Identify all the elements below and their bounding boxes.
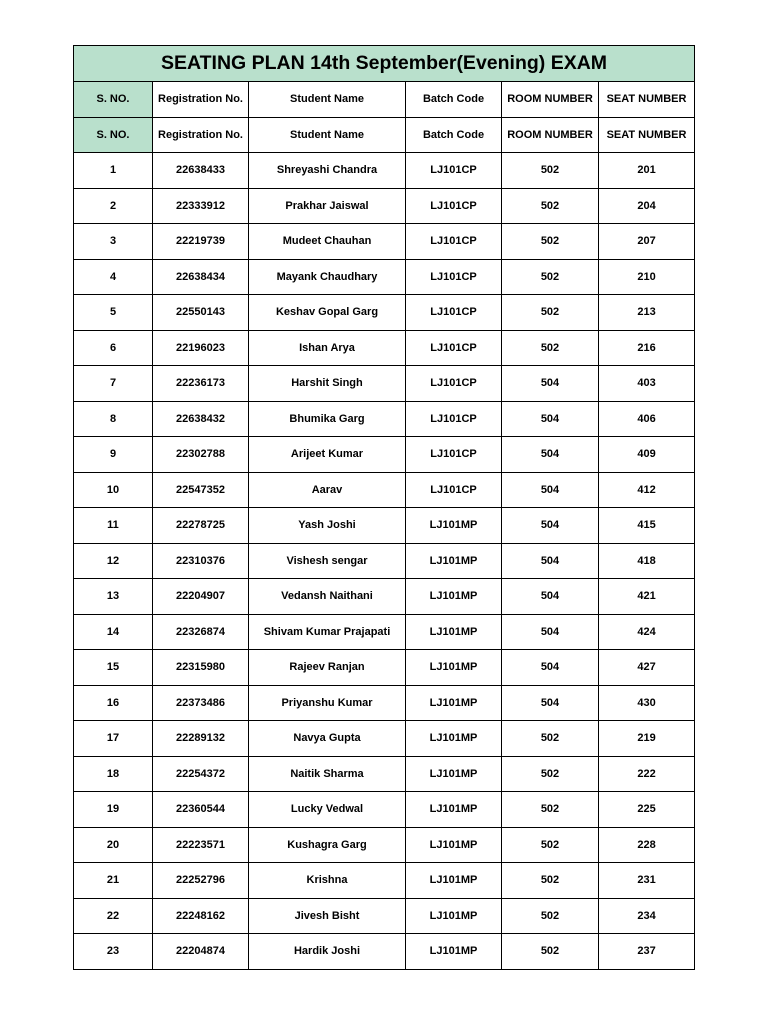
header-batch-code: Batch Code <box>406 82 502 118</box>
cell-sno: 10 <box>74 472 153 508</box>
cell-batch-code: LJ101MP <box>406 508 502 544</box>
table-row <box>74 472 695 508</box>
cell-batch-code: LJ101MP <box>406 863 502 899</box>
cell-sno: 12 <box>74 543 153 579</box>
header-row-repeat <box>74 117 695 153</box>
sheet-title: SEATING PLAN 14th September(Evening) EXAM <box>74 46 695 82</box>
cell-registration: 22204907 <box>153 579 249 615</box>
cell-student-name: Vishesh sengar <box>249 543 406 579</box>
cell-sno: 7 <box>74 366 153 402</box>
cell-registration: 22373486 <box>153 685 249 721</box>
cell-student-name: Vedansh Naithani <box>249 579 406 615</box>
cell-student-name: Harshit Singh <box>249 366 406 402</box>
cell-seat-number: 430 <box>599 685 695 721</box>
cell-batch-code: LJ101MP <box>406 827 502 863</box>
cell-registration: 22254372 <box>153 756 249 792</box>
cell-room-number: 502 <box>502 188 599 224</box>
cell-registration: 22252796 <box>153 863 249 899</box>
cell-batch-code: LJ101MP <box>406 650 502 686</box>
header-registration: Registration No. <box>153 82 249 118</box>
cell-batch-code: LJ101CP <box>406 188 502 224</box>
cell-student-name: Shreyashi Chandra <box>249 153 406 189</box>
cell-seat-number: 228 <box>599 827 695 863</box>
header-room-number: ROOM NUMBER <box>502 82 599 118</box>
title-row <box>74 46 695 82</box>
cell-room-number: 502 <box>502 295 599 331</box>
cell-sno: 11 <box>74 508 153 544</box>
cell-sno: 17 <box>74 721 153 757</box>
cell-batch-code: LJ101CP <box>406 437 502 473</box>
cell-student-name: Shivam Kumar Prajapati <box>249 614 406 650</box>
cell-sno: 19 <box>74 792 153 828</box>
cell-room-number: 502 <box>502 153 599 189</box>
cell-room-number: 502 <box>502 224 599 260</box>
cell-seat-number: 409 <box>599 437 695 473</box>
cell-sno: 15 <box>74 650 153 686</box>
cell-batch-code: LJ101CP <box>406 295 502 331</box>
table-row <box>74 898 695 934</box>
cell-sno: 2 <box>74 188 153 224</box>
cell-seat-number: 213 <box>599 295 695 331</box>
header-sno: S. NO. <box>74 117 153 153</box>
cell-sno: 3 <box>74 224 153 260</box>
cell-student-name: Navya Gupta <box>249 721 406 757</box>
cell-room-number: 504 <box>502 472 599 508</box>
cell-seat-number: 210 <box>599 259 695 295</box>
cell-seat-number: 427 <box>599 650 695 686</box>
cell-student-name: Mudeet Chauhan <box>249 224 406 260</box>
cell-batch-code: LJ101MP <box>406 543 502 579</box>
cell-room-number: 502 <box>502 827 599 863</box>
table-row <box>74 863 695 899</box>
cell-registration: 22219739 <box>153 224 249 260</box>
table-row <box>74 401 695 437</box>
cell-seat-number: 234 <box>599 898 695 934</box>
table-row <box>74 508 695 544</box>
cell-batch-code: LJ101MP <box>406 579 502 615</box>
cell-batch-code: LJ101CP <box>406 224 502 260</box>
cell-student-name: Bhumika Garg <box>249 401 406 437</box>
cell-student-name: Aarav <box>249 472 406 508</box>
cell-registration: 22638432 <box>153 401 249 437</box>
cell-sno: 22 <box>74 898 153 934</box>
cell-room-number: 504 <box>502 366 599 402</box>
cell-room-number: 502 <box>502 863 599 899</box>
table-row <box>74 224 695 260</box>
cell-registration: 22315980 <box>153 650 249 686</box>
cell-batch-code: LJ101MP <box>406 756 502 792</box>
cell-student-name: Prakhar Jaiswal <box>249 188 406 224</box>
cell-registration: 22638433 <box>153 153 249 189</box>
header-student-name: Student Name <box>249 117 406 153</box>
seating-plan-table <box>73 45 695 970</box>
header-room-number: ROOM NUMBER <box>502 117 599 153</box>
table-row <box>74 934 695 970</box>
cell-batch-code: LJ101MP <box>406 934 502 970</box>
cell-registration: 22204874 <box>153 934 249 970</box>
cell-room-number: 502 <box>502 934 599 970</box>
cell-room-number: 504 <box>502 508 599 544</box>
table-row <box>74 295 695 331</box>
cell-student-name: Jivesh Bisht <box>249 898 406 934</box>
table-row <box>74 366 695 402</box>
cell-batch-code: LJ101MP <box>406 685 502 721</box>
cell-batch-code: LJ101CP <box>406 401 502 437</box>
cell-sno: 18 <box>74 756 153 792</box>
table-row <box>74 721 695 757</box>
cell-room-number: 504 <box>502 650 599 686</box>
cell-sno: 4 <box>74 259 153 295</box>
cell-student-name: Keshav Gopal Garg <box>249 295 406 331</box>
header-seat-number: SEAT NUMBER <box>599 117 695 153</box>
cell-batch-code: LJ101CP <box>406 366 502 402</box>
table-row <box>74 685 695 721</box>
cell-batch-code: LJ101CP <box>406 330 502 366</box>
cell-batch-code: LJ101MP <box>406 898 502 934</box>
cell-seat-number: 204 <box>599 188 695 224</box>
header-student-name: Student Name <box>249 82 406 118</box>
cell-room-number: 504 <box>502 685 599 721</box>
cell-registration: 22289132 <box>153 721 249 757</box>
cell-student-name: Yash Joshi <box>249 508 406 544</box>
cell-student-name: Ishan Arya <box>249 330 406 366</box>
table-row <box>74 650 695 686</box>
cell-room-number: 504 <box>502 543 599 579</box>
cell-registration: 22360544 <box>153 792 249 828</box>
cell-sno: 5 <box>74 295 153 331</box>
table-row <box>74 330 695 366</box>
header-seat-number: SEAT NUMBER <box>599 82 695 118</box>
cell-student-name: Hardik Joshi <box>249 934 406 970</box>
cell-room-number: 504 <box>502 579 599 615</box>
cell-student-name: Priyanshu Kumar <box>249 685 406 721</box>
cell-seat-number: 403 <box>599 366 695 402</box>
cell-batch-code: LJ101MP <box>406 614 502 650</box>
cell-seat-number: 424 <box>599 614 695 650</box>
table-row <box>74 756 695 792</box>
cell-sno: 20 <box>74 827 153 863</box>
table-row <box>74 792 695 828</box>
cell-seat-number: 237 <box>599 934 695 970</box>
cell-sno: 16 <box>74 685 153 721</box>
table-row <box>74 543 695 579</box>
cell-student-name: Lucky Vedwal <box>249 792 406 828</box>
cell-seat-number: 412 <box>599 472 695 508</box>
cell-registration: 22248162 <box>153 898 249 934</box>
table-row <box>74 153 695 189</box>
cell-room-number: 504 <box>502 614 599 650</box>
cell-student-name: Arijeet Kumar <box>249 437 406 473</box>
cell-student-name: Kushagra Garg <box>249 827 406 863</box>
cell-seat-number: 415 <box>599 508 695 544</box>
cell-registration: 22547352 <box>153 472 249 508</box>
cell-sno: 9 <box>74 437 153 473</box>
cell-sno: 1 <box>74 153 153 189</box>
cell-student-name: Naitik Sharma <box>249 756 406 792</box>
cell-room-number: 504 <box>502 437 599 473</box>
cell-sno: 14 <box>74 614 153 650</box>
cell-room-number: 502 <box>502 330 599 366</box>
cell-batch-code: LJ101CP <box>406 153 502 189</box>
cell-batch-code: LJ101MP <box>406 792 502 828</box>
cell-sno: 21 <box>74 863 153 899</box>
cell-seat-number: 418 <box>599 543 695 579</box>
cell-registration: 22196023 <box>153 330 249 366</box>
cell-batch-code: LJ101CP <box>406 259 502 295</box>
table-row <box>74 188 695 224</box>
table-row <box>74 259 695 295</box>
cell-room-number: 502 <box>502 898 599 934</box>
cell-student-name: Rajeev Ranjan <box>249 650 406 686</box>
table-row <box>74 614 695 650</box>
cell-room-number: 504 <box>502 401 599 437</box>
cell-student-name: Krishna <box>249 863 406 899</box>
cell-registration: 22333912 <box>153 188 249 224</box>
header-sno: S. NO. <box>74 82 153 118</box>
table-row <box>74 437 695 473</box>
cell-seat-number: 231 <box>599 863 695 899</box>
cell-registration: 22550143 <box>153 295 249 331</box>
cell-batch-code: LJ101CP <box>406 472 502 508</box>
cell-registration: 22278725 <box>153 508 249 544</box>
cell-room-number: 502 <box>502 259 599 295</box>
cell-registration: 22223571 <box>153 827 249 863</box>
cell-registration: 22236173 <box>153 366 249 402</box>
cell-seat-number: 219 <box>599 721 695 757</box>
header-registration: Registration No. <box>153 117 249 153</box>
cell-room-number: 502 <box>502 756 599 792</box>
cell-sno: 13 <box>74 579 153 615</box>
cell-registration: 22302788 <box>153 437 249 473</box>
cell-sno: 23 <box>74 934 153 970</box>
cell-registration: 22638434 <box>153 259 249 295</box>
table-row <box>74 579 695 615</box>
cell-seat-number: 207 <box>599 224 695 260</box>
cell-seat-number: 225 <box>599 792 695 828</box>
cell-sno: 6 <box>74 330 153 366</box>
header-row <box>74 82 695 118</box>
cell-room-number: 502 <box>502 721 599 757</box>
cell-registration: 22326874 <box>153 614 249 650</box>
cell-sno: 8 <box>74 401 153 437</box>
cell-registration: 22310376 <box>153 543 249 579</box>
table-row <box>74 827 695 863</box>
cell-seat-number: 421 <box>599 579 695 615</box>
cell-batch-code: LJ101MP <box>406 721 502 757</box>
cell-seat-number: 201 <box>599 153 695 189</box>
cell-student-name: Mayank Chaudhary <box>249 259 406 295</box>
cell-seat-number: 216 <box>599 330 695 366</box>
cell-seat-number: 222 <box>599 756 695 792</box>
header-batch-code: Batch Code <box>406 117 502 153</box>
cell-room-number: 502 <box>502 792 599 828</box>
cell-seat-number: 406 <box>599 401 695 437</box>
